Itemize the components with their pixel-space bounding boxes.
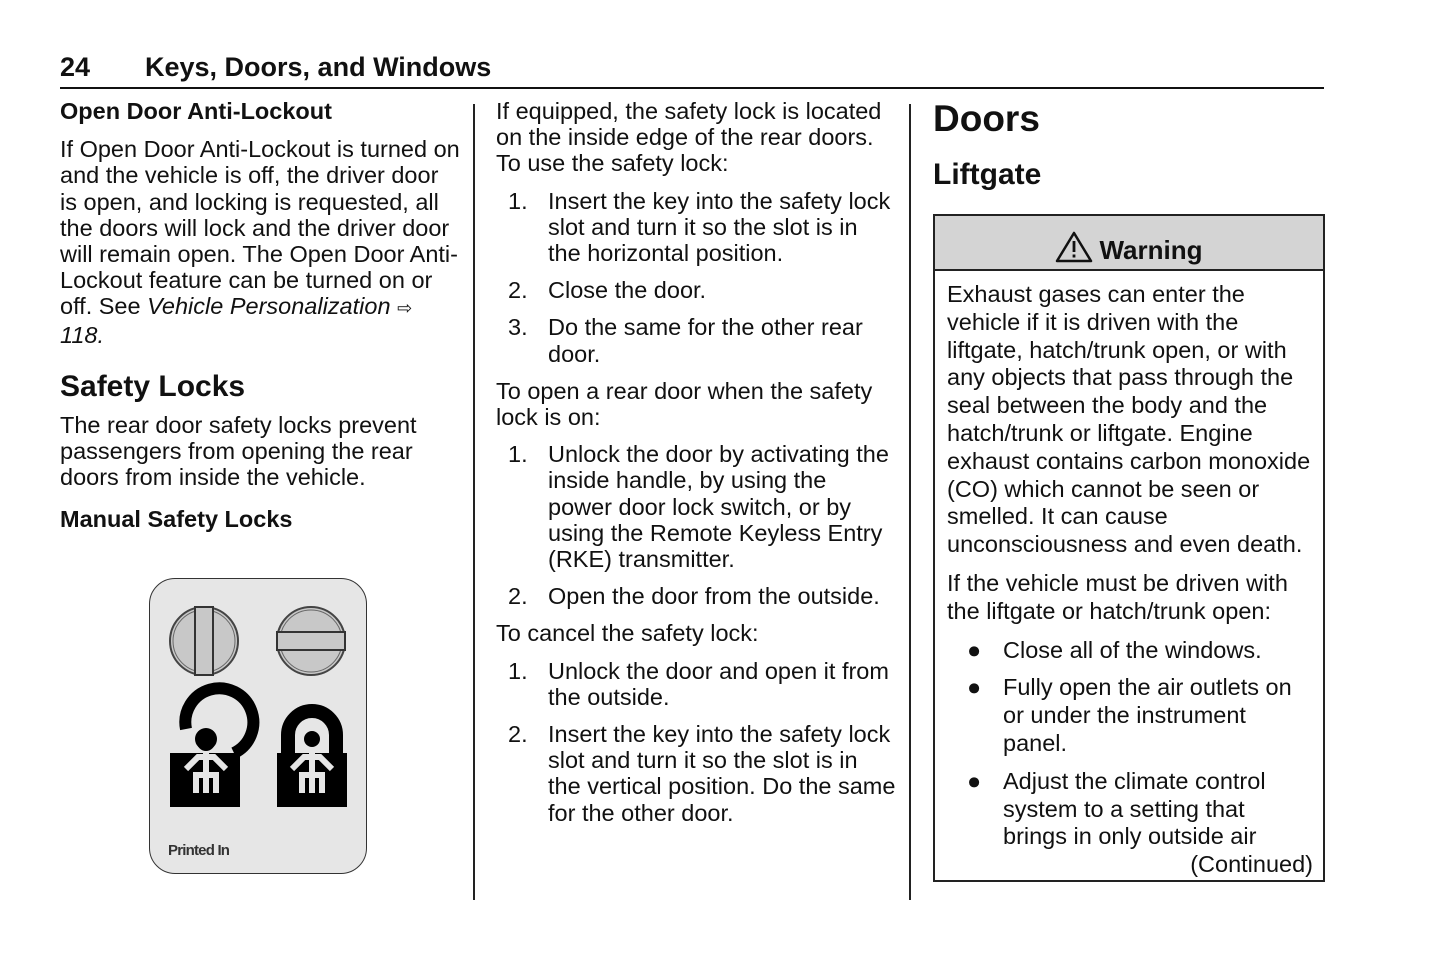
list-item: 3. Do the same for the other rear door.: [508, 314, 863, 367]
cancel-steps-list: [496, 658, 896, 826]
arrow-right-outline-icon: ⇨: [397, 298, 413, 319]
figure-caption: Printed In: [168, 842, 230, 859]
bullet-icon: ●: [967, 636, 982, 663]
safety-locks-paragraph: The rear door safety locks prevent passengers from opening the rear doors from inside the vehicle.: [60, 411, 417, 491]
warning-body: [935, 271, 1323, 851]
slot-vertical-icon: [170, 607, 238, 675]
bullet-icon: ●: [967, 767, 982, 794]
list-item: ● Adjust the climate control system to a setting that brings in only outside air: [967, 767, 1266, 850]
use-steps-list: [496, 188, 896, 367]
warning-triangle-icon: [1055, 231, 1093, 263]
warning-paragraph: If the vehicle must be driven with the liftgate or hatch/trunk open:: [947, 569, 1288, 624]
vehicle-personalization-link[interactable]: Vehicle Personalization: [147, 293, 391, 320]
anti-lockout-heading: Open Door Anti-Lockout: [60, 98, 332, 124]
list-item: 1. Unlock the door by activating the inside handle, by using the power door lock switch, or by using the Remote Keyless Entry (RKE) transmitter.: [508, 441, 889, 573]
list-item: 1. Unlock the door and open it from the outside.: [508, 657, 889, 710]
column-divider: [909, 104, 911, 900]
warning-title: Warning: [1099, 235, 1203, 265]
safety-lock-figure: [149, 578, 367, 874]
list-item: 2. Open the door from the outside.: [508, 583, 880, 610]
page-number: 24: [60, 52, 91, 82]
warning-box: [933, 214, 1325, 882]
bullet-icon: ●: [967, 674, 982, 701]
warning-header: [935, 216, 1323, 271]
list-item: ● Fully open the air outlets on or under the instrument panel.: [967, 674, 1292, 756]
safety-locks-heading: Safety Locks: [60, 369, 246, 403]
column-3: [933, 98, 1325, 202]
chapter-title: Keys, Doors, and Windows: [145, 52, 492, 82]
warning-paragraph: Exhaust gases can enter the vehicle if it is driven with the liftgate, hatch/trunk open, or with any objects that pass through the seal between the body and the hatch/trunk or liftgate. Engine exhaust contains carbon monoxide (CO) which cannot be seen or smelled. It can cause unconsciousness and even death.: [947, 281, 1311, 558]
list-item: 2. Insert the key into the safety lock slot and turn it so the slot is in the vertical position. Do the same for the other door.: [508, 721, 896, 826]
locked-child-icon: [277, 711, 347, 807]
doors-heading: Doors: [933, 98, 1040, 139]
manual-safety-locks-heading: Manual Safety Locks: [60, 506, 293, 533]
page-reference[interactable]: 118.: [60, 321, 104, 348]
column-2: [496, 98, 896, 837]
slot-horizontal-icon: [277, 607, 345, 675]
page-header: [60, 50, 1324, 89]
list-item: 1. Insert the key into the safety lock slot and turn it so the slot is in the horizontal position.: [508, 187, 891, 267]
continued-label: (Continued): [1190, 851, 1313, 877]
list-item: ● Close all of the windows.: [967, 636, 1262, 663]
unlocked-child-icon: [170, 688, 253, 807]
open-steps-list: [496, 441, 896, 609]
anti-lockout-paragraph: If Open Door Anti-Lockout is turned on and the vehicle is off, the driver door is open, and locking is requested, all the doors will lock and the driver door will remain open. The Open Door Anti-Lockout feature can be turned on or off. See Vehicle Personalization ⇨ 118.: [60, 136, 460, 348]
warning-bullet-list: [947, 637, 1311, 852]
column-divider: [473, 104, 475, 900]
column-1: [60, 98, 460, 543]
cancel-intro: To cancel the safety lock:: [496, 620, 759, 647]
liftgate-heading: Liftgate: [933, 158, 1042, 191]
safety-lock-intro: If equipped, the safety lock is located on the inside edge of the rear doors. To use the safety lock:: [496, 98, 882, 177]
open-intro: To open a rear door when the safety lock is on:: [496, 377, 873, 431]
list-item: 2. Close the door.: [508, 277, 707, 304]
